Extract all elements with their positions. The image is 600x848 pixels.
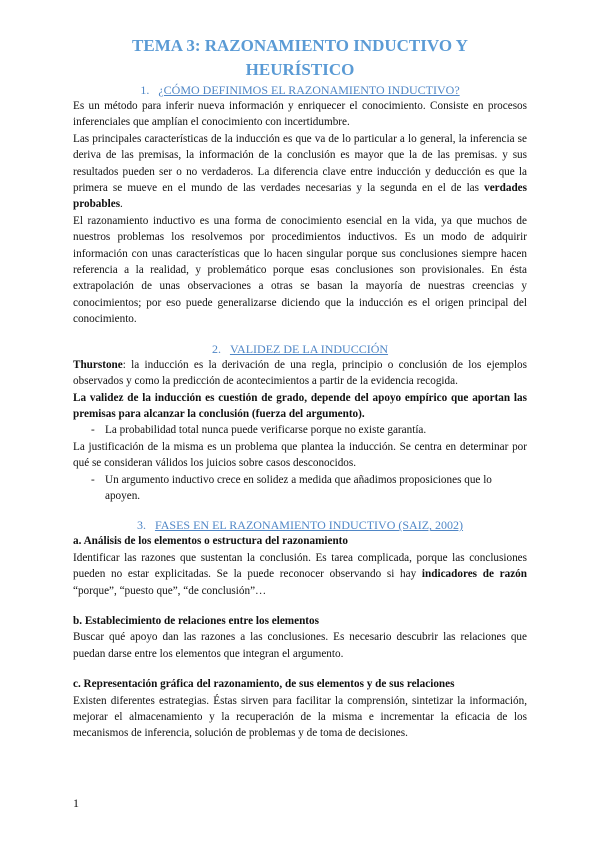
bullet-dash: -: [91, 473, 95, 486]
phase-c-title: c. Representación gráfica del razonamiento, de sus elementos y de sus relaciones: [73, 678, 455, 691]
section-1-paragraph-2: [73, 131, 527, 213]
section-1-paragraph-2-text: Las principales características de la inducción es que va de lo particular a lo general, la inferencia se deriva de las premisas, la información de la conclusión es mayor que la de las premisas. y sus resultados pueden ser o no verdaderos. La diferencia clave entre inducción y deducción es que la primera se mueve en el mundo de las verdades necesarias y la segunda en el de las: [73, 132, 527, 195]
section-2-paragraph-2: La validez de la inducción es cuestión de grado, depende del apoyo empírico que aportan las premisas para alcanzar la conclusión (fuerza del argumento).: [73, 391, 527, 420]
section-2-paragraph-1-text: : la inducción es la derivación de una regla, principio o conclusión de los ejemplos observados y como la predicción de acontecimientos a partir de la evidencia recogida.: [73, 358, 527, 388]
section-3-heading-text: FASES EN EL RAZONAMIENTO INDUCTIVO (SAIZ, 2002): [154, 518, 464, 533]
bullet-item-2: [73, 472, 527, 505]
section-2-heading: [73, 342, 527, 357]
section-1-paragraph-2-end: .: [120, 198, 123, 211]
section-3-number: 3.: [136, 518, 146, 533]
section-1-heading: [73, 83, 527, 98]
section-1-number: 1.: [140, 83, 150, 97]
section-1-paragraph-3: El razonamiento inductivo es una forma de conocimiento esencial en la vida, ya que muchos de nuestros problemas los resolvemos por procedimientos inductivos. Es un modo de adquirir información con unas características que lo hacen singular porque sus conclusiones siempre hacen referencia a la realidad, y problemático porque esas conclusiones son provisionales. En ésta extrapolación de unas observaciones a otras se basan la mayoría de nuestras creencias y conocimientos; por eso puede generalizarse diciendo que la inducción es el origen principal del conocimiento.: [73, 214, 527, 326]
phase-a-text: [73, 550, 527, 599]
bullet-item-2-text: Un argumento inductivo crece en solidez a medida que añadimos proposiciones que lo apoyen.: [105, 473, 492, 502]
section-2-heading-text: VALIDEZ DE LA INDUCCIÓN: [229, 341, 389, 356]
bullet-item-1-text: La probabilidad total nunca puede verificarse porque no existe garantía.: [105, 424, 427, 437]
phase-b-text: Buscar qué apoyo dan las razones a las conclusiones. Es necesario descubrir las relaciones que puedan darse entre los elementos que integran el argumento.: [73, 631, 527, 660]
title-line-2: HEURÍSTICO: [245, 60, 355, 79]
phase-c-text: Existen diferentes estrategias. Éstas sirven para facilitar la comprensión, sintetizar la información, mejorar el almacenamiento y la recuperación de la misma e incrementar la eficacia de los mecanismos de inferencia, solución de problemas y de toma de decisiones.: [73, 694, 527, 740]
title-line-1: TEMA 3: RAZONAMIENTO INDUCTIVO Y: [132, 36, 468, 55]
page-number: 1: [73, 796, 79, 810]
verdades-probables-bold: verdades probables: [73, 182, 527, 211]
bullet-dash: -: [91, 424, 95, 437]
phase-a-text-end: “porque”, “puesto que”, “de conclusión”…: [73, 584, 267, 597]
thurstone-bold: Thurstone: [73, 358, 123, 371]
section-2-paragraph-3: La justificación de la misma es un problema que plantea la inducción. Se centra en determinar por qué se consideran válidos los juicios sobre casos desconocidos.: [73, 440, 527, 470]
section-1-heading-text: ¿CÓMO DEFINIMOS EL RAZONAMIENTO INDUCTIVO?: [158, 83, 460, 97]
section-2-paragraph-1: [73, 357, 527, 390]
phase-a-title: a. Análisis de los elementos o estructura del razonamiento: [73, 535, 348, 548]
section-1-paragraph-1: Es un método para inferir nueva información y enriquecer el conocimiento. Consiste en procesos inferenciales que amplían el conocimiento con incertidumbre.: [73, 100, 527, 129]
document-title: [73, 34, 527, 82]
section-2-number: 2.: [211, 341, 221, 356]
phase-b-title: b. Establecimiento de relaciones entre los elementos: [73, 614, 319, 627]
phase-a-text-start: Identificar las razones que sustentan la conclusión. Es tarea complicada, porque las conclusiones pueden no estar explicitadas. Se la puede reconocer observando si hay: [73, 551, 527, 581]
indicadores-de-razon-bold: indicadores de razón: [421, 568, 527, 581]
bullet-item-1: [73, 422, 527, 438]
section-3-heading: [73, 518, 527, 533]
document-page: [73, 34, 527, 742]
